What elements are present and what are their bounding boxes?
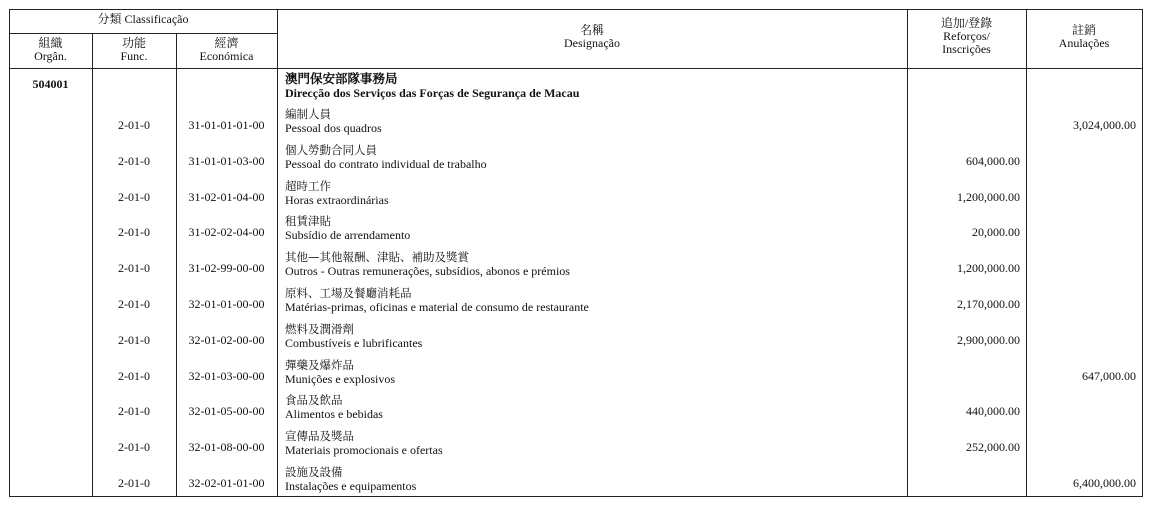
econ-code: 31-02-01-04-00 — [188, 189, 265, 204]
table-row — [0, 179, 1149, 215]
header-organ-pt: Orgân. — [34, 49, 67, 63]
econ-code: 32-01-08-00-00 — [188, 440, 265, 455]
designation — [285, 143, 905, 171]
table-row — [0, 250, 1149, 286]
designation-zh: 設施及設備 — [285, 465, 343, 479]
designation-pt: Munições e explosivos — [285, 371, 395, 386]
econ-code: 32-02-01-01-00 — [188, 476, 265, 490]
reforco-amount: 20,000.00 — [972, 225, 1020, 240]
designation-pt: Pessoal do contrato individual de trabalho — [285, 156, 487, 171]
header-divider — [9, 33, 277, 34]
func-code: 2-01-0 — [118, 332, 150, 347]
anulacao-amount: 647,000.00 — [1082, 368, 1136, 383]
designation-pt: Materiais promocionais e ofertas — [285, 443, 443, 458]
econ-code: 31-02-99-00-00 — [188, 261, 265, 276]
reforco-amount: 1,200,000.00 — [957, 261, 1020, 276]
organ-name-pt: Direcção dos Serviços das Forças de Segurança de Macau — [285, 86, 580, 100]
table-border-top — [9, 9, 1143, 10]
designation-pt: Combustíveis e lubrificantes — [285, 335, 423, 350]
econ-code: 31-01-01-03-00 — [188, 153, 265, 168]
designation-zh: 其他—其他報酬、津貼、補助及獎賞 — [285, 250, 469, 265]
header-econ — [176, 37, 277, 63]
header-organ — [9, 37, 92, 63]
header-anulacoes-zh: 註銷 — [1071, 23, 1096, 37]
designation — [285, 465, 905, 493]
organ-name-zh: 澳門保安部隊事務局 — [285, 71, 398, 86]
table-row — [0, 143, 1149, 179]
func-code: 2-01-0 — [118, 297, 150, 311]
func-code: 2-01-0 — [118, 225, 150, 240]
header-designation-pt: Designação — [564, 36, 620, 50]
designation — [285, 429, 905, 457]
designation-pt: Pessoal dos quadros — [285, 121, 382, 135]
designation-pt: Instalações e equipamentos — [285, 479, 417, 493]
econ-code: 31-02-02-04-00 — [188, 225, 265, 240]
reforco-amount: 252,000.00 — [966, 440, 1020, 455]
header-econ-zh: 經濟 — [214, 36, 239, 50]
designation — [285, 358, 905, 386]
func-code: 2-01-0 — [118, 404, 150, 419]
table-row — [0, 358, 1149, 394]
designation-zh: 原料、工場及餐廳消耗品 — [285, 286, 412, 300]
reforco-amount: 2,900,000.00 — [957, 332, 1020, 347]
designation — [285, 214, 905, 242]
header-designation — [277, 24, 907, 50]
header-reforcos-zh: 追加/登錄 — [940, 16, 993, 30]
designation-zh: 超時工作 — [285, 178, 331, 193]
header-func — [92, 37, 176, 63]
anulacao-amount: 3,024,000.00 — [1073, 118, 1136, 132]
header-func-zh: 功能 — [121, 36, 146, 50]
designation-pt: Outros - Outras remunerações, subsídios, abonos e prémios — [285, 264, 570, 279]
func-code: 2-01-0 — [118, 476, 150, 490]
reforco-amount: 440,000.00 — [966, 404, 1020, 419]
func-code: 2-01-0 — [118, 189, 150, 204]
header-designation-zh: 名稱 — [579, 23, 604, 37]
organ-name — [285, 72, 905, 100]
func-code: 2-01-0 — [118, 440, 150, 455]
designation-zh: 編制人員 — [285, 107, 331, 121]
func-code: 2-01-0 — [118, 368, 150, 383]
header-func-pt: Func. — [120, 49, 148, 63]
func-code: 2-01-0 — [118, 153, 150, 168]
designation-zh: 租賃津貼 — [285, 214, 331, 229]
reforco-amount: 2,170,000.00 — [957, 297, 1020, 311]
designation — [285, 286, 905, 314]
table-row — [0, 429, 1149, 465]
reforco-amount: 604,000.00 — [966, 153, 1020, 168]
designation-pt: Alimentos e bebidas — [285, 407, 383, 422]
econ-code: 32-01-01-00-00 — [188, 297, 265, 311]
designation-zh: 彈藥及爆炸品 — [285, 357, 354, 372]
table-row — [0, 465, 1149, 501]
designation — [285, 322, 905, 350]
func-code: 2-01-0 — [118, 261, 150, 276]
designation-pt: Subsídio de arrendamento — [285, 228, 411, 243]
func-code: 2-01-0 — [118, 118, 150, 132]
designation-zh: 個人勞動合同人員 — [285, 142, 377, 157]
header-econ-pt: Económica — [199, 49, 254, 63]
header-reforcos — [907, 17, 1026, 56]
designation — [285, 107, 905, 135]
designation-zh: 食品及飲品 — [285, 393, 343, 408]
header-anulacoes — [1026, 24, 1142, 50]
table-row — [0, 286, 1149, 322]
designation-pt: Horas extraordinárias — [285, 192, 389, 207]
header-bottom-line — [9, 68, 1143, 69]
designation-zh: 宣傳品及獎品 — [285, 429, 354, 444]
header-anulacoes-pt: Anulações — [1058, 36, 1110, 50]
econ-code: 31-01-01-01-00 — [188, 118, 265, 132]
anulacao-amount: 6,400,000.00 — [1073, 476, 1136, 490]
designation — [285, 250, 905, 278]
header-reforcos-pt2: Inscrições — [942, 42, 991, 56]
header-reforcos-pt1: Reforços/ — [943, 29, 990, 43]
econ-code: 32-01-05-00-00 — [188, 404, 265, 419]
header-classification: 分類 Classificação — [97, 12, 189, 26]
designation — [285, 179, 905, 207]
table-row — [0, 322, 1149, 358]
table-row — [0, 214, 1149, 250]
designation-pt: Matérias-primas, oficinas e material de consumo de restaurante — [285, 300, 589, 314]
organ-code: 504001 — [32, 77, 69, 91]
table-row — [0, 107, 1149, 143]
designation — [285, 393, 905, 421]
econ-code: 32-01-02-00-00 — [188, 332, 265, 347]
reforco-amount: 1,200,000.00 — [957, 189, 1020, 204]
designation-zh: 燃料及潤滑劑 — [285, 321, 354, 336]
econ-code: 32-01-03-00-00 — [188, 368, 265, 383]
table-row — [0, 393, 1149, 429]
header-organ-zh: 組織 — [38, 36, 63, 50]
